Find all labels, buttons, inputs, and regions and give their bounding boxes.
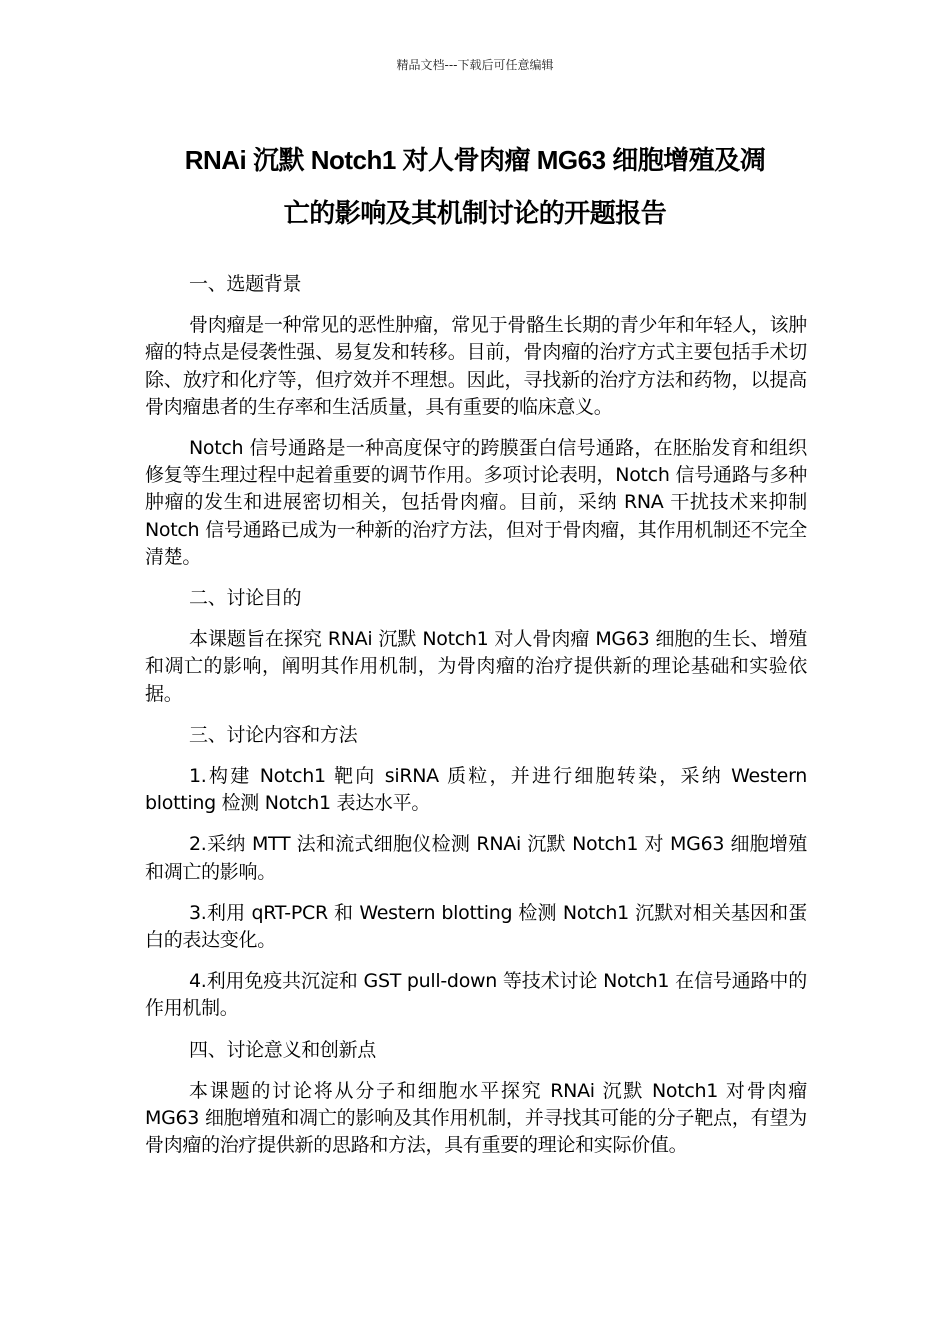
method-item-2: 2.采纳 MTT 法和流式细胞仪检测 RNAi 沉默 Notch1 对 MG63 细胞增殖和凋亡的影响。 <box>145 833 807 883</box>
method-item-1: 1.构建 Notch1 靶向 siRNA 质粒，并进行细胞转染，采纳 Western blotting 检测 Notch1 表达水平。 <box>145 765 807 815</box>
section-heading-purpose: 二、讨论目的 <box>189 587 302 610</box>
paragraph-significance-1: 本课题的讨论将从分子和细胞水平探究 RNAi 沉默 Notch1 对骨肉瘤 MG63 细胞增殖和凋亡的影响及其作用机制，并寻找其可能的分子靶点，有望为骨肉瘤的治疗提供新的思路和方法，具有重要的理论和实际价值。 <box>145 1079 807 1157</box>
paragraph-background-2: Notch 信号通路是一种高度保守的跨膜蛋白信号通路，在胚胎发育和组织修复等生理过程中起着重要的调节作用。多项讨论表明，Notch 信号通路与多种肿瘤的发生和进展密切相关，包括骨肉瘤。目前，采纳 RNA 干扰技术来抑制 Notch 信号通路已成为一种新的治疗方法，但对于骨肉瘤，其作用机制还不完全清楚。 <box>145 437 807 568</box>
section-heading-significance: 四、讨论意义和创新点 <box>189 1038 377 1061</box>
title-line-2: 亡的影响及其机制讨论的开题报告 <box>283 198 667 228</box>
method-item-3: 3.利用 qRT-PCR 和 Western blotting 检测 Notch1 沉默对相关基因和蛋白的表达变化。 <box>145 901 807 952</box>
paragraph-purpose-1: 本课题旨在探究 RNAi 沉默 Notch1 对人骨肉瘤 MG63 细胞的生长、增殖和凋亡的影响，阐明其作用机制，为骨肉瘤的治疗提供新的理论基础和实验依据。 <box>145 628 807 705</box>
document-body <box>145 271 807 1173</box>
section-heading-background: 一、选题背景 <box>189 273 302 295</box>
section-heading-methods: 三、讨论内容和方法 <box>189 723 358 746</box>
page-header: 精品文档---下载后可任意编辑 <box>396 58 554 72</box>
method-item-4: 4.利用免疫共沉淀和 GST pull-down 等技术讨论 Notch1 在信号通路中的作用机制。 <box>145 970 807 1020</box>
title-line-1: RNAi 沉默 Notch1 对人骨肉瘤 MG63 细胞增殖及凋 <box>184 145 766 175</box>
paragraph-background-1: 骨肉瘤是一种常见的恶性肿瘤，常见于骨骼生长期的青少年和年轻人，该肿瘤的特点是侵袭性强、易复发和转移。目前，骨肉瘤的治疗方式主要包括手术切除、放疗和化疗等，但疗效并不理想。因此，寻找新的治疗方法和药物，以提高骨肉瘤患者的生存率和生活质量，具有重要的临床意义。 <box>145 314 807 418</box>
document-title <box>145 134 805 240</box>
